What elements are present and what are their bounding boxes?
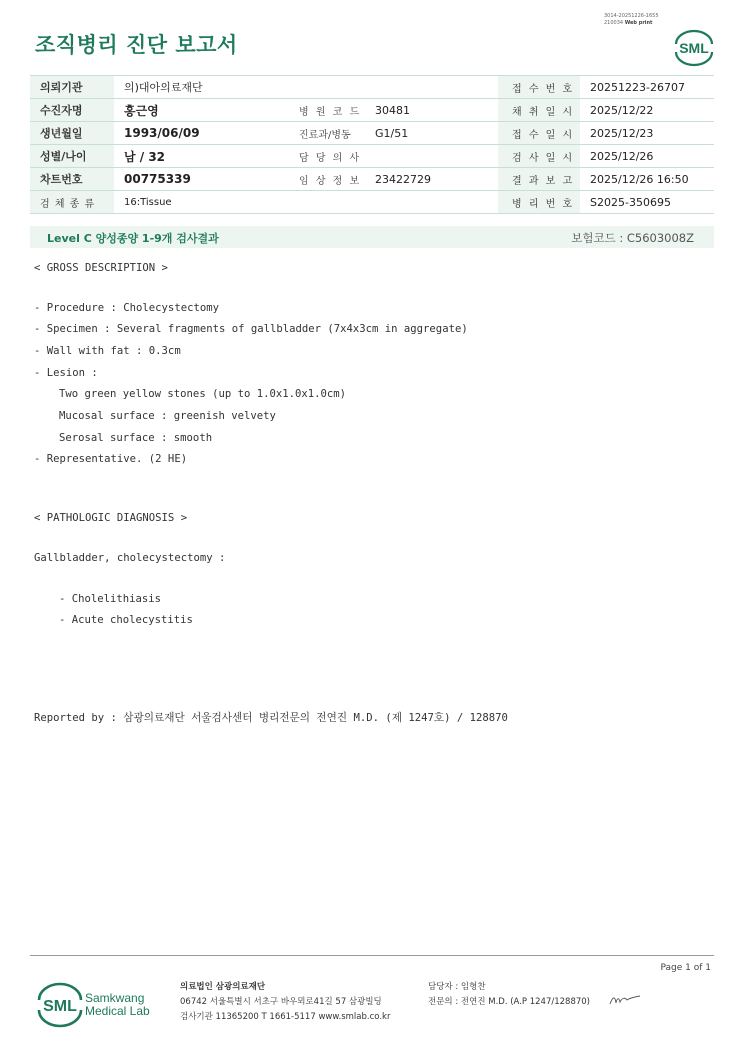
label-pathology-no: 병 리 번 호 [498,191,580,214]
value-test-date: 2025/12/26 [580,145,714,168]
value-clinical-info: 23422729 [365,168,498,191]
footer-org-info [180,980,390,1025]
specimen-line: - Specimen : Several fragments of gallbladder (7x4x3cm in aggregate) [34,323,468,335]
label-collection-date: 채 취 일 시 [498,99,580,122]
representative-line: - Representative. (2 HE) [34,453,188,465]
stones-line: Two green yellow stones (up to 1.0x1.0x1.0cm) [59,388,347,400]
footer-specialist: 전문의 : 전연진 M.D. (A.P 1247/128870) [428,997,590,1007]
table-row [30,168,714,191]
patient-info-table [30,75,714,214]
table-row [30,145,714,168]
label-hospital-code: 병 원 코 드 [285,99,365,122]
label-chart-no: 차트번호 [30,168,114,191]
test-name: Level C 양성종양 1-9개 검사결과 [47,232,219,245]
footer-divider [30,955,714,956]
value-collection-date: 2025/12/22 [580,99,714,122]
label-birth-date: 생년월일 [30,122,114,145]
value-receipt-date: 2025/12/23 [580,122,714,145]
label-test-date: 검 사 일 시 [498,145,580,168]
signature-icon [608,992,642,1008]
value-department: G1/51 [365,122,498,145]
mucosal-line: Mucosal surface : greenish velvety [59,410,276,422]
lesion-line: - Lesion : [34,367,98,379]
value-doctor [365,145,498,168]
label-receipt-date: 접 수 일 시 [498,122,580,145]
insurance-code: 보험코드 : C5603008Z [571,231,694,245]
footer-logo-text: SML [43,998,77,1015]
footer-address: 06742 서울특별시 서초구 바우뫼로41길 57 삼광빌딩 [180,997,382,1007]
label-doctor: 담 당 의 사 [285,145,365,168]
sml-footer-logo-icon [37,980,157,1028]
serosal-line: Serosal surface : smooth [59,432,213,444]
wall-line: - Wall with fat : 0.3cm [34,345,181,357]
page-title: 조직병리 진단 보고서 [35,33,238,57]
procedure-line: - Procedure : Cholecystectomy [34,302,219,314]
sml-logo-icon [672,27,716,67]
footer-staff-info [428,980,590,1010]
diagnosis-site: Gallbladder, cholecystectomy : [34,552,226,564]
pathologic-diagnosis-heading: < PATHOLOGIC DIAGNOSIS > [34,512,188,524]
label-specimen-type: 검 체 종 류 [30,191,114,214]
value-sex-age: 남 / 32 [114,145,285,168]
value-requester: 의)대아의료재단 [114,76,285,99]
value-birth-date: 1993/06/09 [114,122,285,145]
page-number: Page 1 of 1 [660,963,711,973]
table-row [30,122,714,145]
logo-text: SML [679,40,709,56]
value-pathology-no: S2025-350695 [580,191,714,214]
table-row [30,191,714,214]
print-code-line1: 3014-20251226-1655 [604,13,659,19]
footer-logo-name1: Samkwang [85,991,145,1005]
table-row [30,99,714,122]
diagnosis-item: - Acute cholecystitis [59,614,193,626]
label-clinical-info: 임 상 정 보 [285,168,365,191]
value-chart-no: 00775339 [114,168,285,191]
value-hospital-code: 30481 [365,99,498,122]
footer-contact: 검사기관 11365200 T 1661-5117 www.smlab.co.kr [180,1012,391,1022]
gross-description-heading: < GROSS DESCRIPTION > [34,262,168,274]
value-accession-no: 20251223-26707 [580,76,714,99]
reported-by: Reported by : 삼광의료재단 서울검사센터 병리전문의 전연진 M.D. (제 1247호) / 128870 [34,712,508,724]
web-print-label: Web print [624,20,653,26]
footer-org-name: 의료법인 삼광의료재단 [180,982,266,992]
value-result-report: 2025/12/26 16:50 [580,168,714,191]
label-result-report: 결 과 보 고 [498,168,580,191]
label-patient-name: 수진자명 [30,99,114,122]
print-code-line2: 210034 Web print [604,20,653,26]
label-accession-no: 접 수 번 호 [498,76,580,99]
label-requester: 의뢰기관 [30,76,114,99]
value-specimen-type: 16:Tissue [114,191,285,214]
label-department: 진료과/병동 [285,122,365,145]
label-sex-age: 성별/나이 [30,145,114,168]
value-patient-name: 홍근영 [114,99,285,122]
table-row [30,76,714,99]
diagnosis-item: - Cholelithiasis [59,593,162,605]
footer-logo-name2: Medical Lab [85,1004,150,1018]
print-code [604,13,659,27]
footer-staff: 담당자 : 임형찬 [428,982,486,992]
